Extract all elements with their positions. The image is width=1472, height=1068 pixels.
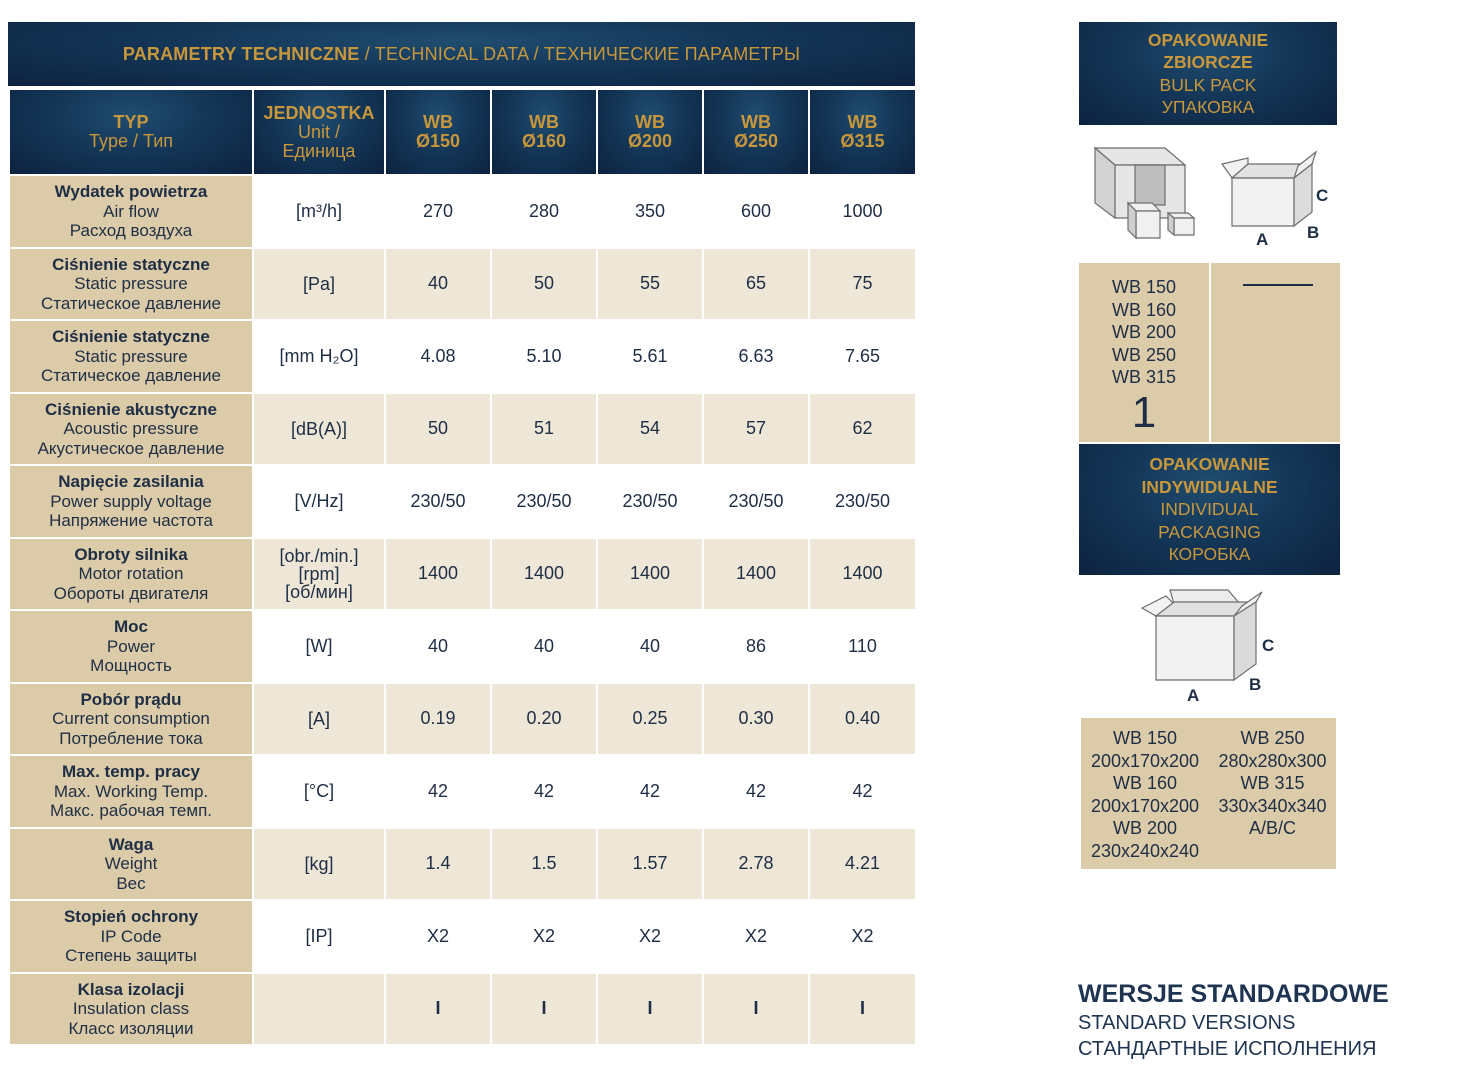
parameter-name-cell — [9, 538, 253, 611]
empty-value-dash — [1243, 284, 1313, 286]
bulk-line-4: УПАКОВКА — [1161, 97, 1255, 117]
value-cell: 4.21 — [809, 828, 916, 901]
value-cell: 1400 — [491, 538, 597, 611]
value-cell: 50 — [385, 393, 491, 466]
model-diameter: Ø250 — [733, 131, 779, 151]
parameter-name-en: Current consumption — [52, 709, 210, 728]
value-cell: 5.10 — [491, 320, 597, 393]
value-cell: 2.78 — [703, 828, 809, 901]
unit-cell: [obr./min.] [rpm] [об/мин] — [253, 538, 385, 611]
value-cell: 4.08 — [385, 320, 491, 393]
value-cell: 1.57 — [597, 828, 703, 901]
unit-cell: [°C] — [253, 755, 385, 828]
parameter-name-cell — [9, 610, 253, 683]
parameter-name-cell — [9, 175, 253, 248]
dim-text: 280x280x300 — [1218, 750, 1327, 771]
technical-data-table — [8, 88, 917, 1046]
parameter-name-en: Power supply voltage — [50, 491, 212, 511]
table-row — [9, 828, 916, 901]
parameter-name-en: Weight — [104, 854, 158, 873]
value-cell: 230/50 — [491, 465, 597, 538]
value-cell: X2 — [597, 900, 703, 973]
unit-cell: [IP] — [253, 900, 385, 973]
parameter-name-ru: Потребление тока — [59, 728, 203, 748]
individual-packaging-header — [1079, 444, 1340, 575]
table-row — [9, 683, 916, 756]
value-cell: 0.40 — [809, 683, 916, 756]
value-cell: 57 — [703, 393, 809, 466]
table-title-bar — [8, 22, 915, 86]
dimension-label-c: C — [1262, 636, 1275, 655]
parameter-name-pl: Wydatek powietrza — [54, 182, 208, 201]
value-cell: 51 — [491, 393, 597, 466]
unit-cell: [mm H₂O] — [253, 320, 385, 393]
value-cell: 65 — [703, 248, 809, 321]
value-cell: 1000 — [809, 175, 916, 248]
parameter-name-pl: Ciśnienie statyczne — [52, 254, 210, 274]
table-row — [9, 320, 916, 393]
parameter-name-ru: Акустическое давление — [37, 438, 225, 458]
value-cell: 7.65 — [809, 320, 916, 393]
header-model — [597, 89, 703, 175]
table-row — [9, 973, 916, 1046]
parameter-name-ru: Мощность — [90, 656, 172, 675]
table-row — [9, 900, 916, 973]
parameter-name-cell — [9, 465, 253, 538]
dim-text: WB 160 — [1112, 773, 1178, 794]
indiv-line-4: PACKAGING — [1158, 521, 1261, 542]
model-diameter: Ø160 — [521, 131, 567, 151]
indiv-line-5: КОРОБКА — [1168, 544, 1251, 565]
model-name: WB 250 — [1111, 344, 1177, 365]
bulk-line-1: OPAKOWANIE — [1147, 29, 1269, 50]
bulk-boxes-icon — [1090, 143, 1200, 243]
parameter-name-en: IP Code — [100, 926, 162, 946]
parameter-name-en: Power — [106, 636, 156, 656]
parameter-name-pl: Pobór prądu — [80, 689, 182, 709]
parameter-name-pl: Ciśnienie statyczne — [52, 327, 210, 346]
header-type-pl: TYP — [113, 112, 149, 132]
value-cell: 1400 — [703, 538, 809, 611]
value-cell: 75 — [809, 248, 916, 321]
parameter-name-ru: Макс. рабочая темп. — [49, 801, 212, 820]
dimension-label-c: C — [1316, 186, 1329, 205]
header-model — [809, 89, 916, 175]
value-cell: 55 — [597, 248, 703, 321]
bulk-line-2: ZBIORCZE — [1163, 52, 1253, 72]
value-cell: I — [703, 973, 809, 1046]
value-cell: 600 — [703, 175, 809, 248]
parameter-name-cell — [9, 248, 253, 321]
model-name: WB 160 — [1111, 299, 1177, 320]
unit-cell: [kg] — [253, 828, 385, 901]
bulk-pack-table — [1079, 263, 1340, 442]
dimension-label-b: B — [1249, 675, 1262, 694]
parameter-name-ru: Напряжение частота — [49, 511, 213, 530]
table-row — [9, 248, 916, 321]
value-cell: 270 — [385, 175, 491, 248]
table-row — [9, 393, 916, 466]
value-cell: 42 — [809, 755, 916, 828]
bulk-line-3: BULK PACK — [1159, 74, 1257, 95]
parameter-name-pl: Napięcie zasilania — [58, 472, 204, 491]
model-line: WB — [529, 112, 559, 132]
value-cell: 42 — [385, 755, 491, 828]
open-box-icon — [1218, 150, 1318, 232]
parameter-name-pl: Moc — [114, 617, 148, 636]
parameter-name-cell — [9, 755, 253, 828]
title-polish: PARAMETRY TECHNICZNE — [122, 43, 360, 64]
value-cell: I — [809, 973, 916, 1046]
parameter-name-en: Insulation class — [72, 999, 190, 1018]
model-name: WB 200 — [1111, 322, 1177, 343]
value-cell: 230/50 — [597, 465, 703, 538]
parameter-name-en: Static pressure — [74, 346, 188, 366]
model-line: WB — [635, 112, 665, 132]
unit-cell — [253, 973, 385, 1046]
parameter-name-pl: Ciśnienie akustyczne — [45, 399, 217, 419]
parameter-name-en: Motor rotation — [78, 564, 184, 583]
value-cell: 1400 — [385, 538, 491, 611]
dimension-label-a: A — [1256, 230, 1269, 249]
value-cell: 54 — [597, 393, 703, 466]
parameter-name-en: Max. Working Temp. — [53, 781, 209, 801]
model-diameter: Ø315 — [840, 131, 885, 151]
dimension-label-b: B — [1307, 223, 1320, 242]
unit-cell: [V/Hz] — [253, 465, 385, 538]
value-cell: 1400 — [809, 538, 916, 611]
value-cell: I — [385, 973, 491, 1046]
parameter-name-ru: Степень защиты — [65, 946, 197, 965]
parameter-name-cell — [9, 828, 253, 901]
value-cell: 40 — [597, 610, 703, 683]
value-cell: 40 — [385, 610, 491, 683]
parameter-name-ru: Статическое давление — [40, 293, 222, 313]
dim-text: A/B/C — [1248, 818, 1296, 839]
value-cell: 280 — [491, 175, 597, 248]
parameter-name-en: Air flow — [103, 201, 159, 221]
model-line: WB — [847, 112, 878, 132]
indiv-line-2: INDYWIDUALNE — [1141, 476, 1278, 497]
table-row — [9, 755, 916, 828]
parameter-name-pl: Klasa izolacji — [77, 979, 185, 999]
standard-versions-title: WERSJE STANDARDOWE — [1078, 980, 1389, 1008]
value-cell: I — [491, 973, 597, 1046]
parameter-name-ru: Обороты двигателя — [53, 583, 209, 603]
value-cell: 62 — [809, 393, 916, 466]
header-unit-pl: JEDNOSTKA — [263, 102, 375, 123]
value-cell: I — [597, 973, 703, 1046]
dim-text: 200x170x200 — [1090, 795, 1200, 816]
parameter-name-pl: Obroty silnika — [74, 544, 188, 564]
dim-text: 330x340x340 — [1218, 795, 1327, 816]
dim-text: WB 315 — [1240, 773, 1305, 794]
parameter-name-cell — [9, 683, 253, 756]
value-cell: X2 — [809, 900, 916, 973]
table-row — [9, 465, 916, 538]
parameter-name-cell — [9, 900, 253, 973]
dim-text: WB 150 — [1112, 728, 1178, 748]
parameter-name-ru: Вес — [116, 873, 146, 893]
value-cell: 230/50 — [809, 465, 916, 538]
value-cell: 350 — [597, 175, 703, 248]
value-cell: 40 — [491, 610, 597, 683]
header-unit-ru: Единица — [282, 140, 356, 161]
bulk-dimensions-cell — [1211, 263, 1340, 442]
parameter-name-en: Acoustic pressure — [63, 419, 199, 438]
model-diameter: Ø150 — [415, 131, 461, 151]
value-cell: 1400 — [597, 538, 703, 611]
dimensions-left-column — [1081, 727, 1209, 869]
model-name: WB 315 — [1111, 367, 1177, 388]
header-model — [385, 89, 491, 175]
model-diameter: Ø200 — [627, 131, 673, 151]
standard-versions-en: STANDARD VERSIONS — [1078, 1012, 1296, 1034]
value-cell: 0.25 — [597, 683, 703, 756]
header-type-other: Type / Тип — [88, 131, 174, 151]
value-cell: 6.63 — [703, 320, 809, 393]
parameter-name-cell — [9, 393, 253, 466]
bulk-quantity: 1 — [1131, 387, 1157, 437]
model-name: WB 150 — [1111, 277, 1177, 297]
indiv-line-1: OPAKOWANIE — [1149, 454, 1270, 475]
dim-text: WB 250 — [1240, 728, 1305, 748]
dim-text: WB 200 — [1112, 818, 1178, 839]
bulk-pack-header — [1079, 22, 1337, 125]
unit-cell: [dB(A)] — [253, 393, 385, 466]
individual-dimensions-table — [1081, 718, 1336, 869]
title-translations: / TECHNICAL DATA / ТЕХНИЧЕСКИЕ ПАРАМЕТРЫ — [359, 43, 801, 64]
header-model — [491, 89, 597, 175]
value-cell: X2 — [385, 900, 491, 973]
parameter-name-en: Static pressure — [74, 274, 188, 293]
unit-cell: [Pa] — [253, 248, 385, 321]
unit-cell: [m³/h] — [253, 175, 385, 248]
value-cell: 110 — [809, 610, 916, 683]
dim-text: 230x240x240 — [1090, 840, 1200, 861]
value-cell: 42 — [491, 755, 597, 828]
bulk-model-list — [1079, 263, 1209, 442]
value-cell: 5.61 — [597, 320, 703, 393]
parameter-name-ru: Расход воздуха — [69, 221, 193, 240]
table-row — [9, 538, 916, 611]
parameter-name-pl: Waga — [108, 834, 154, 854]
standard-versions-ru: СТАНДАРТНЫЕ ИСПОЛНЕНИЯ — [1078, 1038, 1377, 1060]
header-unit-en: Unit / — [297, 121, 340, 142]
value-cell: 40 — [385, 248, 491, 321]
parameter-name-ru: Статическое давление — [40, 366, 222, 385]
indiv-line-3: INDIVIDUAL — [1160, 499, 1259, 520]
individual-box-icon — [1140, 586, 1265, 686]
parameter-name-pl: Stopień ochrony — [63, 907, 199, 926]
value-cell: X2 — [491, 900, 597, 973]
value-cell: 230/50 — [703, 465, 809, 538]
model-line: WB — [423, 112, 453, 132]
parameter-name-ru: Класс изоляции — [68, 1018, 194, 1038]
dimension-label-a: A — [1187, 686, 1200, 705]
value-cell: 86 — [703, 610, 809, 683]
table-row — [9, 175, 916, 248]
unit-cell: [W] — [253, 610, 385, 683]
value-cell: X2 — [703, 900, 809, 973]
dim-text: 200x170x200 — [1090, 750, 1200, 771]
dimensions-right-column — [1209, 727, 1336, 869]
table-body — [9, 175, 916, 1045]
header-model — [703, 89, 809, 175]
parameter-name-pl: Max. temp. pracy — [62, 762, 200, 781]
parameter-name-cell — [9, 320, 253, 393]
value-cell: 0.20 — [491, 683, 597, 756]
header-type — [9, 89, 253, 175]
header-unit — [253, 89, 385, 175]
value-cell: 230/50 — [385, 465, 491, 538]
value-cell: 42 — [597, 755, 703, 828]
model-line: WB — [741, 112, 771, 132]
value-cell: 0.30 — [703, 683, 809, 756]
value-cell: 42 — [703, 755, 809, 828]
parameter-name-cell — [9, 973, 253, 1046]
value-cell: 0.19 — [385, 683, 491, 756]
value-cell: 1.5 — [491, 828, 597, 901]
value-cell: 1.4 — [385, 828, 491, 901]
unit-cell: [A] — [253, 683, 385, 756]
value-cell: 50 — [491, 248, 597, 321]
table-row — [9, 610, 916, 683]
